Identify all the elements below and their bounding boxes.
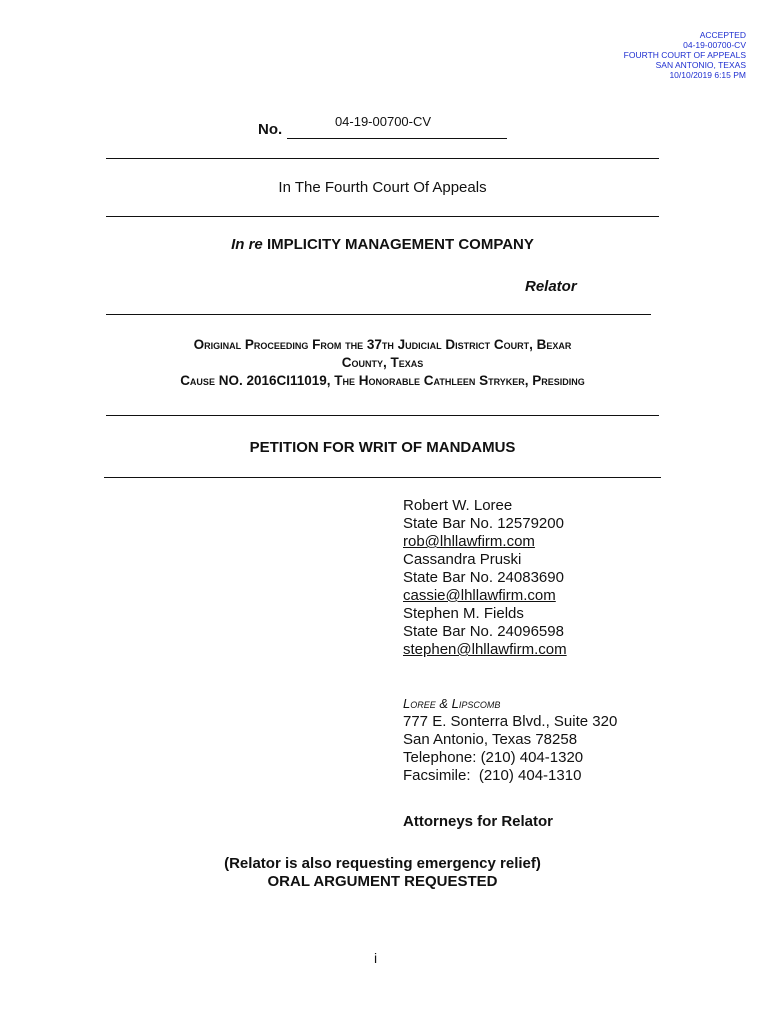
case-number-label: No.	[258, 121, 283, 138]
attorney-email-link[interactable]: rob@lhllawfirm.com	[403, 533, 535, 550]
in-re-caption	[106, 236, 659, 253]
in-re-prefix: In re	[231, 236, 263, 253]
stamp-location: SAN ANTONIO, TEXAS	[655, 60, 746, 70]
stamp-status: ACCEPTED	[699, 30, 746, 40]
firm-address-line-1: 777 E. Sonterra Blvd., Suite 320	[403, 713, 618, 730]
divider	[106, 158, 659, 159]
firm-address-line-2: San Antonio, Texas 78258	[403, 731, 578, 748]
divider	[106, 314, 651, 315]
stamp-court: FOURTH COURT OF APPEALS	[623, 50, 746, 60]
party-name: IMPLICITY MANAGEMENT COMPANY	[266, 236, 534, 253]
oral-argument-note: ORAL ARGUMENT REQUESTED	[267, 873, 498, 890]
attorneys-for-label: Attorneys for Relator	[403, 813, 554, 830]
original-proceeding	[106, 336, 659, 390]
relator-label: Relator	[525, 278, 577, 295]
divider	[106, 216, 659, 217]
firm-name: Loree & Lipscomb	[403, 696, 501, 711]
attorney-email-link[interactable]: cassie@lhllawfirm.com	[403, 587, 556, 604]
divider	[104, 477, 661, 478]
case-number-underline	[287, 138, 507, 139]
attorney-bar-number: State Bar No. 24083690	[403, 569, 564, 586]
document-title: PETITION FOR WRIT OF MANDAMUS	[249, 439, 516, 456]
attorney-bar-number: State Bar No. 24096598	[403, 623, 564, 640]
firm-facsimile: Facsimile: (210) 404-1310	[403, 767, 582, 784]
proceeding-line-1: Original Proceeding From the 37th Judicial District Court, Bexar	[193, 337, 572, 352]
court-name: In The Fourth Court Of Appeals	[278, 179, 487, 196]
emergency-relief-note: (Relator is also requesting emergency relief)	[224, 855, 541, 872]
proceeding-line-2: County, Texas	[341, 355, 424, 370]
attorney-name: Cassandra Pruski	[403, 551, 522, 568]
stamp-case-number: 04-19-00700-CV	[683, 40, 746, 50]
attorney-bar-number: State Bar No. 12579200	[403, 515, 564, 532]
acceptance-stamp	[526, 30, 746, 80]
relief-notes	[106, 855, 659, 891]
attorney-name: Stephen M. Fields	[403, 605, 524, 622]
stamp-timestamp: 10/10/2019 6:15 PM	[669, 70, 746, 80]
counsel-block	[403, 497, 567, 659]
divider	[106, 415, 659, 416]
firm-block	[403, 695, 617, 785]
firm-telephone: Telephone: (210) 404-1320	[403, 749, 584, 766]
proceeding-line-3: Cause NO. 2016CI11019, The Honorable Cathleen Stryker, Presiding	[180, 373, 585, 388]
attorney-name: Robert W. Loree	[403, 497, 513, 514]
page-number: i	[374, 950, 378, 966]
case-number-value: 04-19-00700-CV	[334, 114, 432, 129]
attorney-email-link[interactable]: stephen@lhllawfirm.com	[403, 641, 567, 658]
